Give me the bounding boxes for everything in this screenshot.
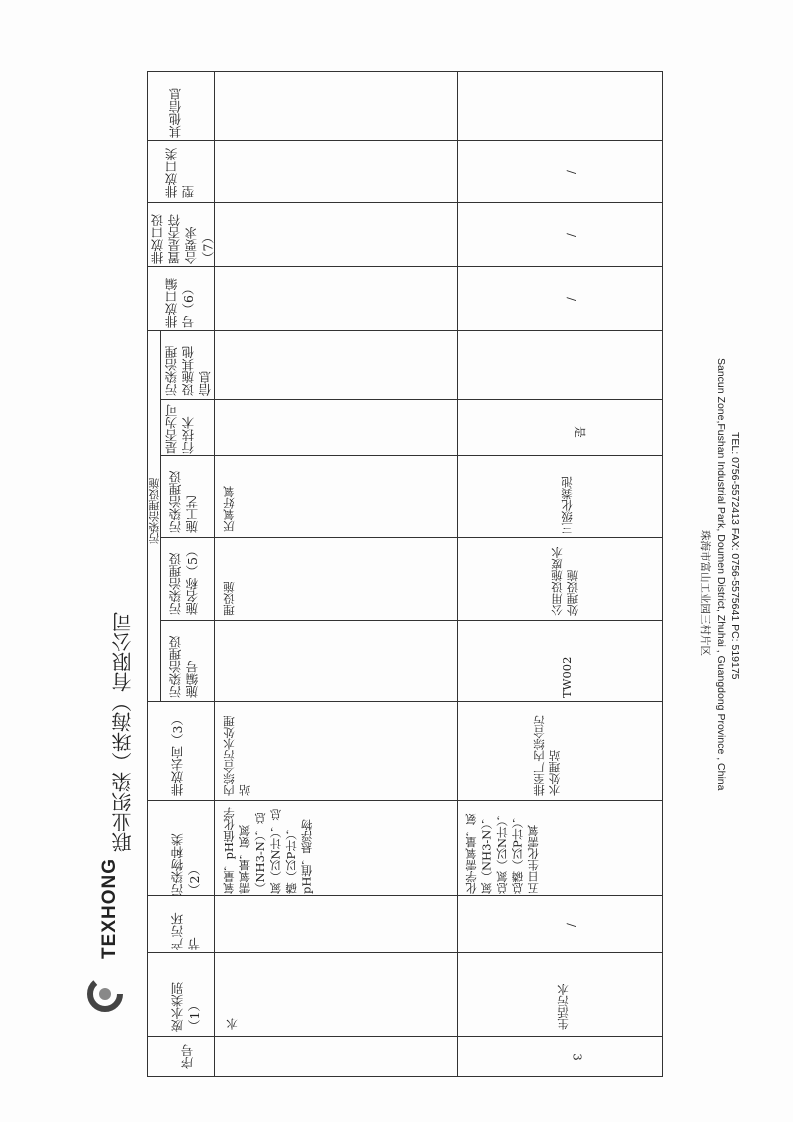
row3-stage: / (564, 923, 579, 927)
brand-logo-icon (87, 976, 123, 1012)
row3-type: 生活污水 (556, 984, 570, 1030)
col-header-facility-no: 污染治理设施编号 (168, 635, 200, 698)
footer-address-cn: 珠海市富山工业园三村片区 (699, 530, 711, 656)
col-header-type: 废水类别（1） (170, 982, 202, 1032)
prev-row-facility-process: 厌氧好氧 (222, 486, 236, 532)
row3-outlet-type: / (564, 170, 579, 174)
col-header-outlet-ok: 排放口设置是否符合要求（7） (150, 214, 216, 264)
brand-name: TEXHONG (99, 858, 120, 959)
col-header-stage: 产污环节 (170, 912, 202, 950)
footer-contact: TEL: 0756-5572413 FAX: 0756-5575641 PC: 519175 (729, 432, 741, 680)
col-header-seq: 序号 (180, 1044, 195, 1069)
row3-feasible: 是 (572, 426, 587, 438)
footer-address-en: Sancun Zone,Fushan Industrial Park, Doumen District, Zhuhai , Guangdong Province , China (715, 358, 727, 791)
col-header-facility-process: 污染治理设施工艺 (168, 470, 200, 533)
row3-facility-name: 公用设施废水处理设施 (550, 547, 580, 616)
col-header-pollutant: 污染物种类（2） (170, 833, 202, 896)
row3-outlet-ok: / (564, 233, 579, 237)
col-header-facility-other: 污染治理设施其他信息 (164, 346, 213, 396)
row3-seq: 3 (570, 1053, 585, 1061)
col-header-facility-group: 污染治理设施 (148, 478, 161, 544)
col-header-outlet-no: 排放口编号（6） (164, 278, 196, 328)
col-header-other: 其他信息 (168, 88, 183, 138)
company-name: 联业织染（珠海）有限公司 (113, 612, 135, 852)
col-header-destination: 排放去向（3） (170, 713, 185, 796)
row3-pollutant: 化学需氧量，氨氮（NH3-N），总氮（以N计），总磷（以P计），五日生化需氧 (464, 809, 541, 894)
row3-outlet-no: / (564, 297, 579, 301)
col-header-outlet-type: 排放口类型 (164, 148, 196, 198)
prev-row-facility-name: 理设施 (222, 581, 236, 616)
prev-row-pollutant: 氧量，pH值化学需氧量，氨氮（NH3-N），总氮（以N计），总磷（以P计），pH值，悬浮物 (222, 807, 314, 894)
row3-facility-no: TW002 (560, 656, 574, 698)
prev-row-destination: 内综合污水处理站 (222, 715, 252, 796)
row3-facility-process: 三级化粪池 (560, 476, 574, 534)
col-header-feasible: 是否为可行技术 (164, 404, 196, 454)
prev-row-type: 水 (225, 1018, 239, 1030)
col-header-facility-name: 污染治理设施名称（5） (168, 544, 200, 615)
row3-destination: 排至厂内综合污水处理站 (532, 715, 562, 796)
